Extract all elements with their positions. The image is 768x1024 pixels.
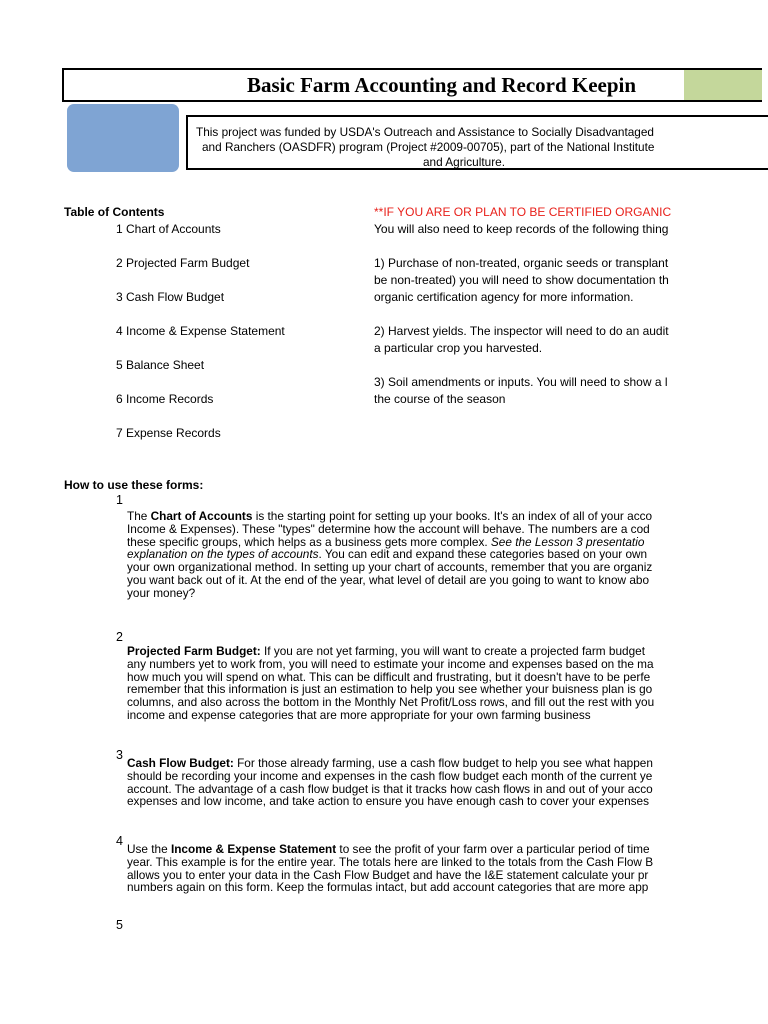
page-title: Basic Farm Accounting and Record Keepin <box>247 73 637 97</box>
text: Use the <box>127 842 171 856</box>
organic-text: 2) Harvest yields. The inspector will need to do an audit <box>374 324 669 338</box>
text: to see the profit of your farm over a particular period of time <box>336 842 650 856</box>
organic-text: 1) Purchase of non-treated, organic seeds or transplant <box>374 256 669 270</box>
text: is the starting point for setting up your books. It's an index of all of your acco <box>252 509 653 523</box>
section-number: 3 <box>116 748 123 762</box>
section-projected-budget <box>127 645 686 722</box>
toc-item[interactable]: 4 Income & Expense Statement <box>116 324 285 338</box>
section-cash-flow <box>127 757 686 808</box>
text-line: any numbers yet to work from, you will need to estimate your income and expenses based on the ma <box>127 656 654 671</box>
organic-text: organic certification agency for more information. <box>374 290 634 304</box>
section-number: 5 <box>116 918 123 932</box>
section-chart-of-accounts <box>127 510 686 600</box>
organic-text: a particular crop you harvested. <box>374 341 543 355</box>
text-line: allows you to enter your data in the Cash Flow Budget and have the I&E statement calculate your pr <box>127 867 649 882</box>
text-line: income and expense categories that are more appropriate for your own farming business <box>127 707 591 722</box>
text-line: Income & Expenses). These "types" determine how the account will behave. The numbers are a cod <box>127 521 650 536</box>
text: For those already farming, use a cash flow budget to help you see what happen <box>233 756 653 770</box>
text-line: your own organizational method. In setting up your chart of accounts, remember that you are organiz <box>127 560 653 575</box>
toc-heading: Table of Contents <box>64 205 165 219</box>
section-number: 4 <box>116 834 123 848</box>
term: Income & Expense Statement <box>170 842 337 856</box>
toc-item[interactable]: 2 Projected Farm Budget <box>116 256 250 270</box>
organic-warning: **IF YOU ARE OR PLAN TO BE CERTIFIED ORGANIC <box>374 205 672 219</box>
howto-heading: How to use these forms: <box>64 478 204 492</box>
organic-text: be non-treated) you will need to show documentation th <box>374 273 669 287</box>
text-line: columns, and also across the bottom in the Monthly Net Profit/Loss rows, and fill out the rest with you <box>127 695 655 710</box>
text-line: remember that this information is just an estimation to help you see whether your buisness plan is go <box>127 682 653 697</box>
term: Cash Flow Budget: <box>127 756 234 770</box>
title-bar-accent <box>684 70 762 100</box>
term: Projected Farm Budget: <box>127 644 261 658</box>
text-line: you want back out of it. At the end of the year, what level of detail are you going to want to know abo <box>127 572 650 587</box>
text: . You can edit and expand these categories based on your own <box>318 547 648 562</box>
text-line: expenses and low income, and take action to ensure you have enough cash to cover your expenses <box>127 794 650 809</box>
text: The <box>127 509 151 523</box>
organic-text: the course of the season <box>374 392 506 406</box>
funding-line: and Agriculture. <box>423 155 505 169</box>
organic-text: 3) Soil amendments or inputs. You will need to show a l <box>374 375 668 389</box>
funding-line: This project was funded by USDA's Outreach and Assistance to Socially Disadvantaged <box>196 125 654 139</box>
emphasis: See the Lesson 3 presentatio <box>490 534 645 549</box>
section-number: 1 <box>116 493 123 507</box>
text-line: your money? <box>127 585 196 600</box>
text-line: how much you will spend on what. This can be difficult and frustrating, but it doesn't have to be perfe <box>127 669 651 684</box>
text-line: numbers again on this form. Keep the formulas intact, but add account categories that are more app <box>127 880 649 895</box>
organic-intro: You will also need to keep records of the following thing <box>374 222 669 236</box>
toc-item[interactable]: 6 Income Records <box>116 392 214 406</box>
text: If you are not yet farming, you will want to create a projected farm budget <box>260 644 645 658</box>
toc-item[interactable]: 3 Cash Flow Budget <box>116 290 225 304</box>
funding-line: and Ranchers (OASDFR) program (Project #2009-00705), part of the National Institute <box>202 140 655 154</box>
text-line: should be recording your income and expenses in the cash flow budget each month of the current ye <box>127 768 653 783</box>
section-number: 2 <box>116 630 123 644</box>
toc-item[interactable]: 5 Balance Sheet <box>116 358 205 372</box>
term: Chart of Accounts <box>150 509 253 523</box>
text: these specific groups, which helps as a business gets more complex. <box>127 534 491 549</box>
text-line: account. The advantage of a cash flow budget is that it tracks how cash flows in and out of your acco <box>127 781 653 796</box>
text-line: year. This example is for the entire year. The totals here are linked to the totals from the Cash Flow B <box>127 854 654 869</box>
section-income-expense <box>127 843 686 894</box>
toc-item[interactable]: 1 Chart of Accounts <box>116 222 221 236</box>
emphasis: explanation on the types of accounts <box>127 547 319 562</box>
toc-item[interactable]: 7 Expense Records <box>116 426 221 440</box>
